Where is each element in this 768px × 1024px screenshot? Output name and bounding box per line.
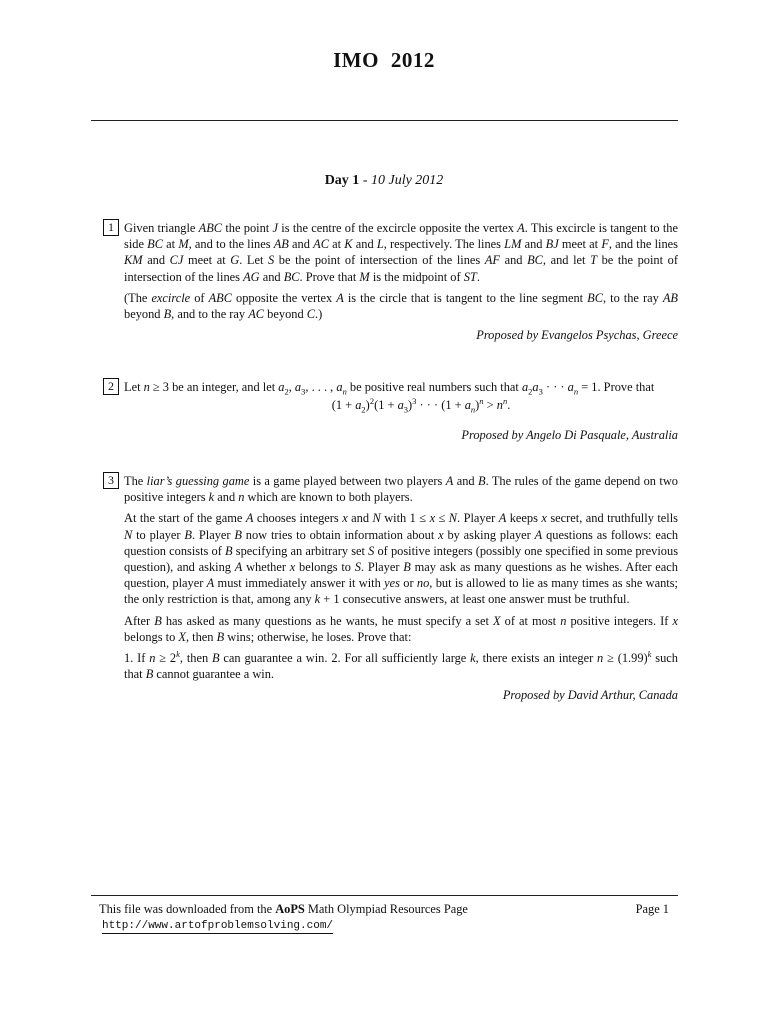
problem-1-statement: Given triangle ABC the point J is the centre of the excircle opposite the vertex A. This excircle is tangent to the side BC at M, and to the lines AB and AC at K and L, respectively. The lines LM and BJ meet at F, and the lines KM and CJ meet at G. Let S be the point of intersection of the lines AF and BC, and let T be the point of intersection of the lines AG and BC. Prove that M is the midpoint of ST. <box>124 221 679 284</box>
problem-2-body <box>124 379 678 444</box>
footer-text-before: This file was downloaded from the <box>99 902 276 916</box>
problem-2 <box>104 379 678 444</box>
problem-3-rules: At the start of the game A chooses integers x and N with 1 ≤ x ≤ N. Player A keeps x secret, and truthfully tells N to player B. Player B now tries to obtain information about x by asking player A questions as follows: each question consists of B specifying an arbitrary set S of positive integers (possibly one specified in some previous question), and asking A whether x belongs to S. Player B may ask as many questions as he wishes. After each question, player A must immediately answer it with yes or no, but is allowed to lie as many times as she wants; the only restriction is that, among any k + 1 consecutive answers, at least one answer must be truthful. <box>124 511 679 607</box>
problem-3 <box>104 473 678 704</box>
footer-text-after: Math Olympiad Resources Page <box>304 902 468 916</box>
page-number: Page 1 <box>635 902 669 916</box>
day-label: Day 1 <box>324 173 360 188</box>
problem-3-win-condition: After B has asked as many questions as he wants, he must specify a set X of at most n positive integers. If x belongs to X, then B wins; otherwise, he loses. Prove that: <box>124 613 678 644</box>
problem-1 <box>104 220 678 343</box>
page-title <box>0 48 768 73</box>
header-rule <box>91 120 678 121</box>
problem-2-statement: Let n ≥ 3 be an integer, and let $a_2$, $a_3$, . . . , $a_n$ be positive real numbers such that $a_2a_3$ · · · $a_n = 1$. Prove that <box>124 380 655 397</box>
footer-rule <box>91 895 678 896</box>
problem-3-body <box>124 473 678 704</box>
problem-3-intro: The liar’s guessing game is a game played between two players A and B. The rules of the game depend on two positive integers k and n which are known to both players. <box>124 474 678 505</box>
footer-url-link[interactable]: http://www.artofproblemsolving.com/ <box>102 920 334 932</box>
problem-1-note: (The excircle of ABC opposite the vertex A is the circle that is tangent to the line segment BC, to the ray AB beyond B, and to the ray AC beyond C.) <box>124 290 678 322</box>
problem-2-inequality: $(1 + a_2)^2(1 + a_3)^3$ · · · $(1 + a_n)^n > n^n$. <box>331 396 511 415</box>
title-competition: IMO <box>333 48 379 72</box>
problem-1-body <box>124 220 678 343</box>
problem-1-proposer: Proposed by Evangelos Psychas, Greece <box>476 328 678 343</box>
problem-number-box: 2 <box>103 378 119 395</box>
problem-3-proposer: Proposed by David Arthur, Canada <box>502 688 678 703</box>
footer-source <box>99 902 669 917</box>
day-heading <box>0 173 768 189</box>
problem-3-claims: 1. If $n \ge 2^k$, then B can guarantee a win. 2. For all sufficiently large k, there exists an integer $n \ge (1.99)^k$ such that B cannot guarantee a win. <box>124 648 678 682</box>
title-year: 2012 <box>390 48 435 72</box>
problem-number-box: 3 <box>103 472 119 489</box>
problem-2-proposer: Proposed by Angelo Di Pasquale, Australia <box>461 428 678 443</box>
day-date: - 10 July 2012 <box>362 173 444 188</box>
footer-brand: AoPS <box>275 902 305 916</box>
problem-number-box: 1 <box>103 219 119 236</box>
